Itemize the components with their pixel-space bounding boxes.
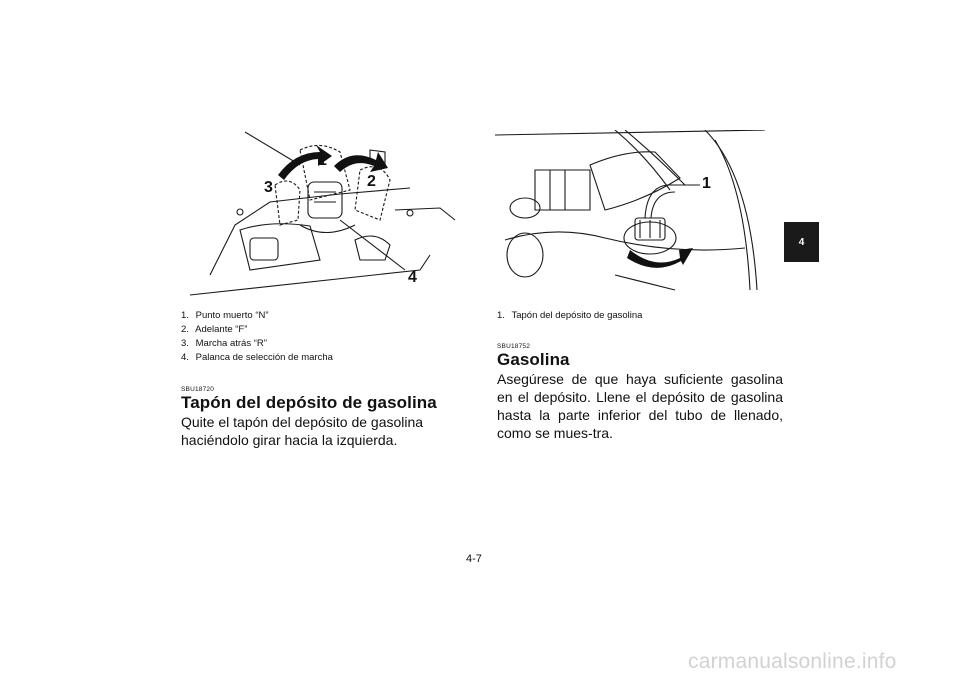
section-heading: Tapón del depósito de gasolina [181, 393, 437, 412]
fuel-cap-illustration [495, 130, 785, 300]
page-number: 4-7 [466, 553, 482, 565]
section-heading: Gasolina [497, 350, 570, 369]
right-figure-legend [497, 309, 642, 323]
chapter-tab: 4 [784, 222, 819, 262]
section-body: Quite el tapón del depósito de gasolina haciéndolo girar hacia la izquierda. [181, 414, 424, 448]
callout-1: 1 [318, 152, 327, 169]
legend-item: 3. Marcha atrás “R” [181, 338, 267, 349]
callout-1: 1 [702, 175, 711, 192]
section-code: SBU18752 [497, 343, 531, 350]
section-body: Asegúrese de que haya suficiente gasolina en el depósito. Llene el depósito de gasolina hasta la parte inferior del tubo de llenado, como se mues-tra. [497, 371, 783, 441]
legend-item: 4. Palanca de selección de marcha [181, 352, 333, 363]
legend-item: 1. Punto muerto “N” [181, 310, 269, 321]
watermark: carmanualsonline.info [688, 650, 897, 673]
section-code: SBU18720 [181, 386, 215, 393]
legend-item: 1. Tapón del depósito de gasolina [497, 310, 643, 321]
callout-2: 2 [367, 173, 376, 190]
gear-selector-illustration [180, 130, 470, 300]
left-figure-legend [181, 309, 333, 365]
legend-item: 2. Adelante “F” [181, 324, 248, 335]
callout-4: 4 [408, 269, 417, 286]
callout-3: 3 [264, 179, 273, 196]
